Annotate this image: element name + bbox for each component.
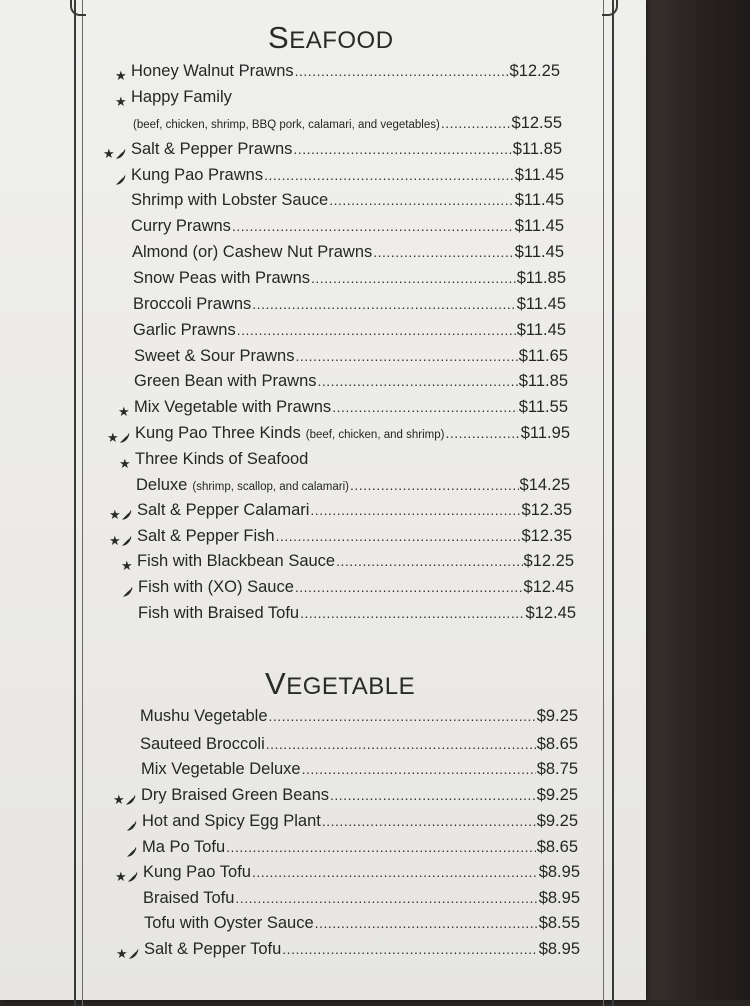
menu-item-price: $12.55: [511, 114, 562, 132]
dot-leader: [329, 192, 514, 208]
menu-item-row: [134, 398, 568, 422]
menu-item-name: Fish with (XO) Sauce: [138, 578, 294, 596]
menu-item-name: Ma Po Tofu: [142, 838, 226, 856]
star-icon: ★: [118, 404, 130, 419]
menu-item-name: Happy Family: [131, 88, 232, 106]
menu-item-name: Three Kinds of Seafood: [135, 450, 309, 468]
menu-item-row: [142, 838, 578, 862]
menu-item-row: [131, 140, 562, 164]
menu-item-row: [131, 217, 564, 241]
menu-item-symbols: [126, 816, 138, 836]
menu-item-row: [143, 863, 580, 887]
chili-pepper-icon: [125, 794, 137, 806]
dot-leader: [300, 605, 524, 621]
menu-item-price: $12.35: [521, 527, 572, 545]
menu-item-symbols: [103, 144, 127, 164]
dot-leader: [237, 322, 516, 338]
chili-pepper-icon: [121, 509, 133, 521]
menu-item-name: Almond (or) Cashew Nut Prawns: [132, 243, 373, 261]
dot-leader: [310, 502, 520, 518]
border-corner-right: [602, 0, 618, 16]
border-corner-left: [70, 0, 86, 16]
star-icon: ★: [109, 533, 121, 548]
menu-item-price: $8.95: [538, 889, 580, 907]
dot-leader: [252, 296, 515, 312]
star-icon: ★: [103, 146, 115, 161]
menu-item-price: $11.45: [516, 295, 566, 313]
menu-item-row: [132, 243, 564, 267]
menu-item-row: [133, 269, 566, 293]
menu-item-name: Braised Tofu: [143, 889, 235, 907]
menu-item-price: $11.85: [516, 269, 566, 287]
menu-item-price: $8.65: [536, 838, 578, 856]
menu-item-symbols: [121, 556, 133, 576]
menu-item-row: [134, 347, 568, 371]
menu-item-name: Mushu Vegetable: [140, 707, 268, 725]
dot-leader: [269, 708, 536, 724]
menu-item-row: [131, 88, 560, 112]
menu-item-name: Honey Walnut Prawns: [131, 62, 294, 80]
menu-item-price: $9.25: [536, 707, 578, 725]
menu-item-symbols: [109, 531, 133, 551]
menu-item-row: [144, 940, 580, 964]
dot-leader: [330, 787, 536, 803]
menu-item-note: (beef, chicken, and shrimp): [305, 429, 445, 441]
vegetable-heading: [265, 666, 415, 702]
dot-leader: [235, 890, 537, 906]
star-icon: ★: [119, 456, 131, 471]
menu-item-name: Curry Prawns: [131, 217, 231, 235]
menu-item-row: [138, 604, 576, 628]
star-icon: ★: [116, 946, 128, 961]
menu-item-price: $11.45: [514, 243, 564, 261]
menu-item-name: Mix Vegetable with Prawns: [134, 398, 332, 416]
seafood-heading: [268, 20, 394, 56]
seafood-heading-rest: EAFOOD: [289, 27, 394, 54]
menu-item-name: Salt & Pepper Calamari: [137, 501, 310, 519]
menu-item-symbols: [116, 944, 140, 964]
menu-item-name: Salt & Pepper Fish: [137, 527, 275, 545]
dot-leader: [336, 553, 522, 569]
dot-leader: [276, 528, 521, 544]
menu-item-row: [133, 295, 566, 319]
menu-item-row: [131, 191, 564, 215]
dot-leader: [332, 399, 518, 415]
menu-item-price: $12.45: [525, 604, 576, 622]
menu-item-price: $12.45: [523, 578, 574, 596]
star-icon: ★: [107, 430, 119, 445]
dot-leader: [295, 579, 523, 595]
menu-item-row: [135, 424, 570, 448]
menu-item-row: [141, 786, 578, 810]
menu-item-price: $11.45: [514, 217, 564, 235]
menu-item-row: [131, 62, 560, 86]
menu-item-symbols: [115, 66, 127, 86]
dot-leader: [232, 218, 514, 234]
menu-item-symbols: [115, 92, 127, 112]
menu-item-name: Shrimp with Lobster Sauce: [131, 191, 329, 209]
menu-item-name: Salt & Pepper Tofu: [144, 940, 282, 958]
chili-pepper-icon: [122, 586, 134, 598]
menu-item-symbols: [119, 454, 131, 474]
menu-item-name: Broccoli Prawns: [133, 295, 252, 313]
menu-item-row: [140, 735, 578, 759]
menu-item-name: Salt & Pepper Prawns: [131, 140, 293, 158]
star-icon: ★: [113, 792, 125, 807]
menu-item-row: [138, 578, 574, 602]
dot-leader: [282, 941, 537, 957]
dot-leader: [315, 915, 538, 931]
vegetable-heading-rest: EGETABLE: [286, 673, 416, 700]
menu-item-symbols: [122, 582, 134, 602]
menu-item-name: Deluxe: [136, 476, 188, 494]
chili-pepper-icon: [121, 535, 133, 547]
menu-item-name: Green Bean with Prawns: [134, 372, 317, 390]
menu-item-row: [133, 114, 562, 138]
menu-item-symbols: [113, 790, 137, 810]
menu-item-price: $8.75: [536, 760, 578, 778]
seafood-heading-initial: S: [268, 20, 290, 55]
star-icon: ★: [115, 68, 127, 83]
chili-pepper-icon: [115, 174, 127, 186]
dot-leader: [226, 839, 536, 855]
chili-pepper-icon: [115, 148, 127, 160]
menu-item-row: [137, 552, 574, 576]
chili-pepper-icon: [119, 432, 131, 444]
menu-item-name: Fish with Braised Tofu: [138, 604, 300, 622]
menu-item-row: [133, 321, 566, 345]
menu-item-symbols: [115, 867, 139, 887]
menu-item-row: [143, 889, 580, 913]
chili-pepper-icon: [126, 846, 138, 858]
menu-item-symbols: [107, 428, 131, 448]
menu-item-row: [137, 527, 572, 551]
menu-item-note: (beef, chicken, shrimp, BBQ pork, calamari, and vegetables): [133, 119, 440, 131]
star-icon: ★: [121, 558, 133, 573]
menu-item-price: $8.95: [538, 940, 580, 958]
menu-item-row: [144, 914, 580, 938]
menu-item-price: $14.25: [519, 476, 570, 494]
dot-leader: [311, 270, 516, 286]
menu-item-row: [131, 166, 564, 190]
menu-item-row: [137, 501, 572, 525]
menu-item-row: [140, 707, 578, 731]
dot-leader: [441, 115, 511, 131]
dot-leader: [264, 167, 514, 183]
menu-item-price: $8.95: [538, 863, 580, 881]
menu-item-price: $11.65: [518, 347, 568, 365]
dot-leader: [252, 864, 538, 880]
menu-item-symbols: [115, 170, 127, 190]
dot-leader: [373, 244, 514, 260]
menu-item-row: [142, 812, 578, 836]
menu-item-name: Sauteed Broccoli: [140, 735, 265, 753]
dot-leader: [293, 141, 511, 157]
vegetable-heading-initial: V: [265, 666, 287, 701]
dot-leader: [295, 63, 509, 79]
menu-item-symbols: [118, 402, 130, 422]
menu-item-price: $12.25: [509, 62, 560, 80]
dot-leader: [322, 813, 536, 829]
menu-item-row: [136, 476, 570, 500]
menu-item-price: $11.45: [516, 321, 566, 339]
dot-leader: [296, 348, 518, 364]
star-icon: ★: [109, 507, 121, 522]
menu-item-name: Dry Braised Green Beans: [141, 786, 330, 804]
menu-item-price: $11.55: [518, 398, 568, 416]
menu-item-price: $12.35: [521, 501, 572, 519]
menu-item-name: Mix Vegetable Deluxe: [141, 760, 301, 778]
menu-item-price: $11.85: [518, 372, 568, 390]
menu-item-price: $8.55: [538, 914, 580, 932]
table-surface: [636, 0, 750, 1000]
dot-leader: [266, 736, 536, 752]
menu-item-symbols: [109, 505, 133, 525]
menu-item-price: $9.25: [536, 786, 578, 804]
menu-item-price: $11.95: [520, 424, 570, 442]
menu-item-name: Sweet & Sour Prawns: [134, 347, 295, 365]
dot-leader: [350, 477, 519, 493]
menu-item-name: Kung Pao Tofu: [143, 863, 251, 881]
menu-item-name: Garlic Prawns: [133, 321, 236, 339]
star-icon: ★: [115, 869, 127, 884]
menu-item-row: [134, 372, 568, 396]
menu-item-row: [141, 760, 578, 784]
menu-item-price: $9.25: [536, 812, 578, 830]
menu-item-name: Kung Pao Three Kinds: [135, 424, 301, 442]
menu-item-name: Hot and Spicy Egg Plant: [142, 812, 321, 830]
menu-item-price: $8.65: [536, 735, 578, 753]
menu-item-price: $12.25: [523, 552, 574, 570]
menu-item-price: $11.45: [514, 166, 564, 184]
chili-pepper-icon: [126, 820, 138, 832]
chili-pepper-icon: [128, 948, 140, 960]
menu-item-price: $11.85: [512, 140, 562, 158]
menu-item-name: Fish with Blackbean Sauce: [137, 552, 336, 570]
chili-pepper-icon: [127, 871, 139, 883]
menu-item-name: Kung Pao Prawns: [131, 166, 264, 184]
dot-leader: [318, 373, 518, 389]
menu-item-name: Tofu with Oyster Sauce: [144, 914, 314, 932]
menu-item-row: [135, 450, 570, 474]
dot-leader: [302, 761, 536, 777]
menu-item-name: Snow Peas with Prawns: [133, 269, 310, 287]
star-icon: ★: [115, 94, 127, 109]
menu-item-symbols: [126, 842, 138, 862]
menu-item-price: $11.45: [514, 191, 564, 209]
menu-item-note: (shrimp, scallop, and calamari): [192, 481, 349, 493]
dot-leader: [445, 425, 519, 441]
